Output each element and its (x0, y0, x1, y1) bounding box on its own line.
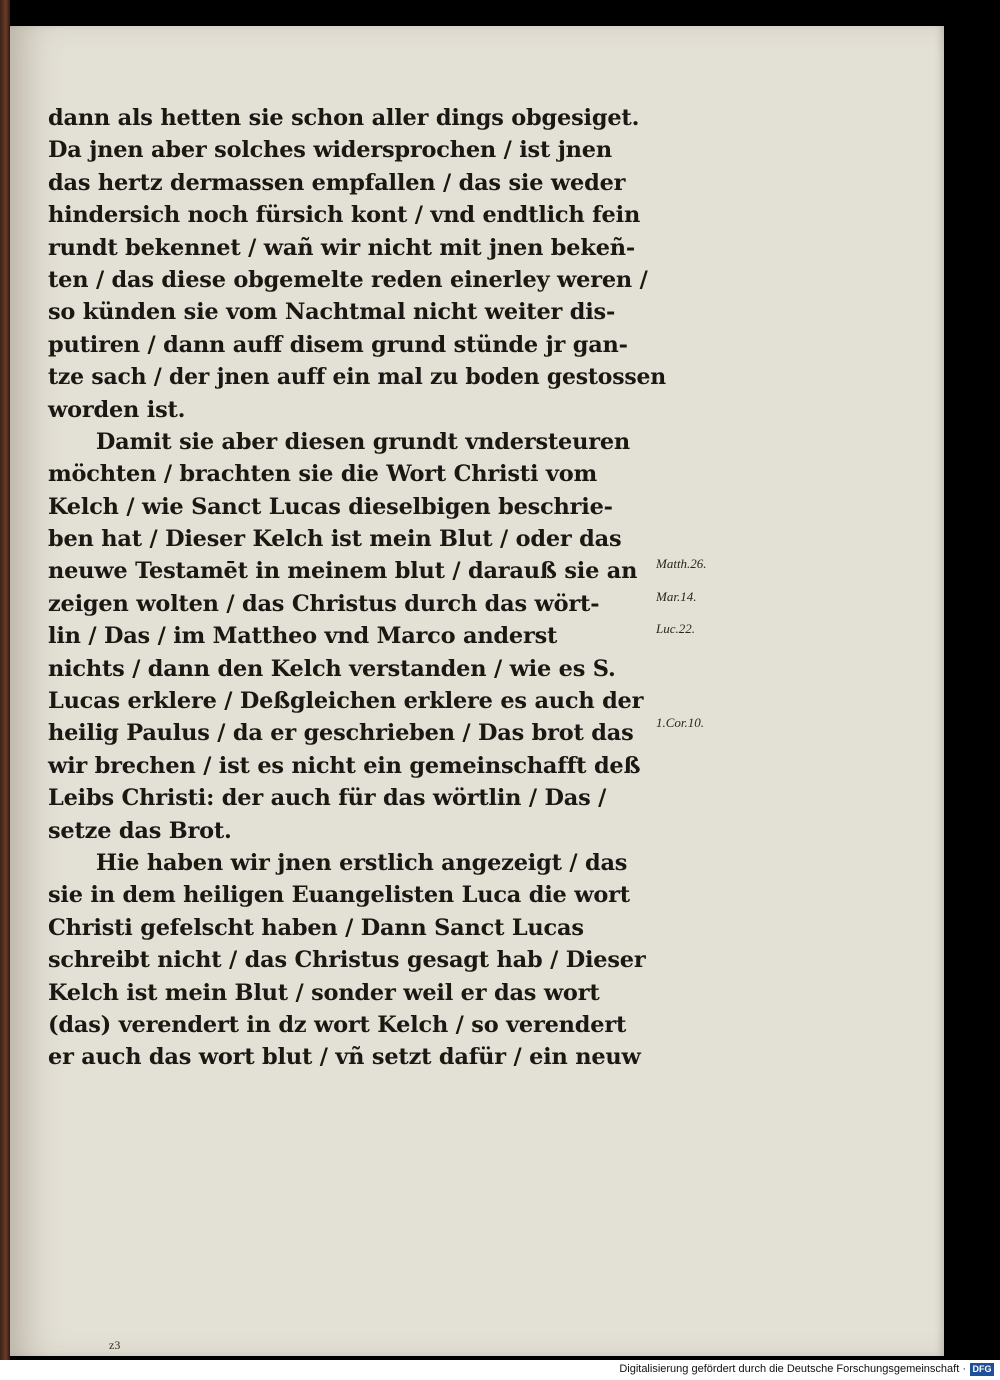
signature-mark: z3 (109, 1338, 121, 1352)
margin-reference-corinthians: 1.Cor.10. (656, 715, 705, 730)
text-line: zeigen wolten / das Christus durch das wört- (48, 590, 600, 617)
text-line: tze sach / der jnen auff ein mal zu boden gestossen (48, 364, 666, 391)
footer-bar (0, 1360, 1000, 1380)
text-line: (das) verendert in dz wort Kelch / so verendert (48, 1011, 627, 1038)
text-line: Leibs Christi: der auch für das wörtlin / Das / (48, 785, 607, 812)
text-line: lin / Das / im Mattheo vnd Marco anderst (48, 623, 558, 650)
text-line: neuwe Testamēt in meinem blut / darauß sie an (48, 558, 638, 585)
text-line: er auch das wort blut / vñ setzt dafür / ein neuw (48, 1044, 641, 1071)
page-text-block (48, 102, 668, 1074)
text-line: das hertz dermassen empfallen / das sie weder (48, 169, 626, 196)
text-line: dann als hetten sie schon aller dings obgesiget. (48, 105, 640, 131)
text-line: heilig Paulus / da er geschrieben / Das brot das (48, 720, 634, 747)
book-spine-edge (0, 0, 10, 1360)
text-line: so künden sie vom Nachtmal nicht weiter dis- (48, 299, 616, 326)
text-line: sie in dem heiligen Euangelisten Luca die wort (48, 882, 630, 909)
text-line: setze das Brot. (48, 817, 232, 844)
book-page (10, 26, 944, 1356)
text-line: Kelch / wie Sanct Lucas dieselbigen beschrie- (48, 493, 613, 520)
text-line: Christi gefelscht haben / Dann Sanct Lucas (48, 914, 584, 941)
text-line: möchten / brachten sie die Wort Christi vom (48, 461, 598, 488)
text-line: Da jnen aber solches widersprochen / ist jnen (48, 137, 612, 164)
text-line: hindersich noch fürsich kont / vnd endtlich fein (48, 202, 641, 229)
margin-reference-mark: Mar.14. (656, 589, 697, 604)
text-line: ten / das diese obgemelte reden einerley weren / (48, 266, 648, 293)
text-line: worden ist. (48, 396, 186, 423)
text-line: ben hat / Dieser Kelch ist mein Blut / oder das (48, 526, 622, 553)
dfg-logo: DFG (970, 1363, 994, 1376)
text-line: Lucas erklere / Deßgleichen erklere es auch der (48, 688, 644, 715)
text-line: Kelch ist mein Blut / sonder weil er das wort (48, 979, 600, 1006)
text-line: wir brechen / ist es nicht ein gemeinschafft deß (48, 752, 641, 779)
text-line: schreibt nicht / das Christus gesagt hab / Dieser (48, 947, 646, 974)
text-line: putiren / dann auff disem grund stünde jr gan- (48, 331, 628, 358)
paragraph-start-line: Hie haben wir jnen erstlich angezeigt / das (95, 849, 628, 876)
margin-reference-matthew: Matth.26. (656, 556, 707, 571)
text-line: nichts / dann den Kelch verstanden / wie es S. (48, 655, 616, 682)
paragraph-start-line: Damit sie aber diesen grundt vndersteuren (95, 428, 631, 455)
margin-reference-luke: Luc.22. (656, 621, 695, 636)
text-line: rundt bekennet / wañ wir nicht mit jnen bekeñ- (48, 234, 635, 261)
footer-credit: Digitalisierung gefördert durch die Deutsche Forschungsgemeinschaft · (619, 1363, 966, 1375)
